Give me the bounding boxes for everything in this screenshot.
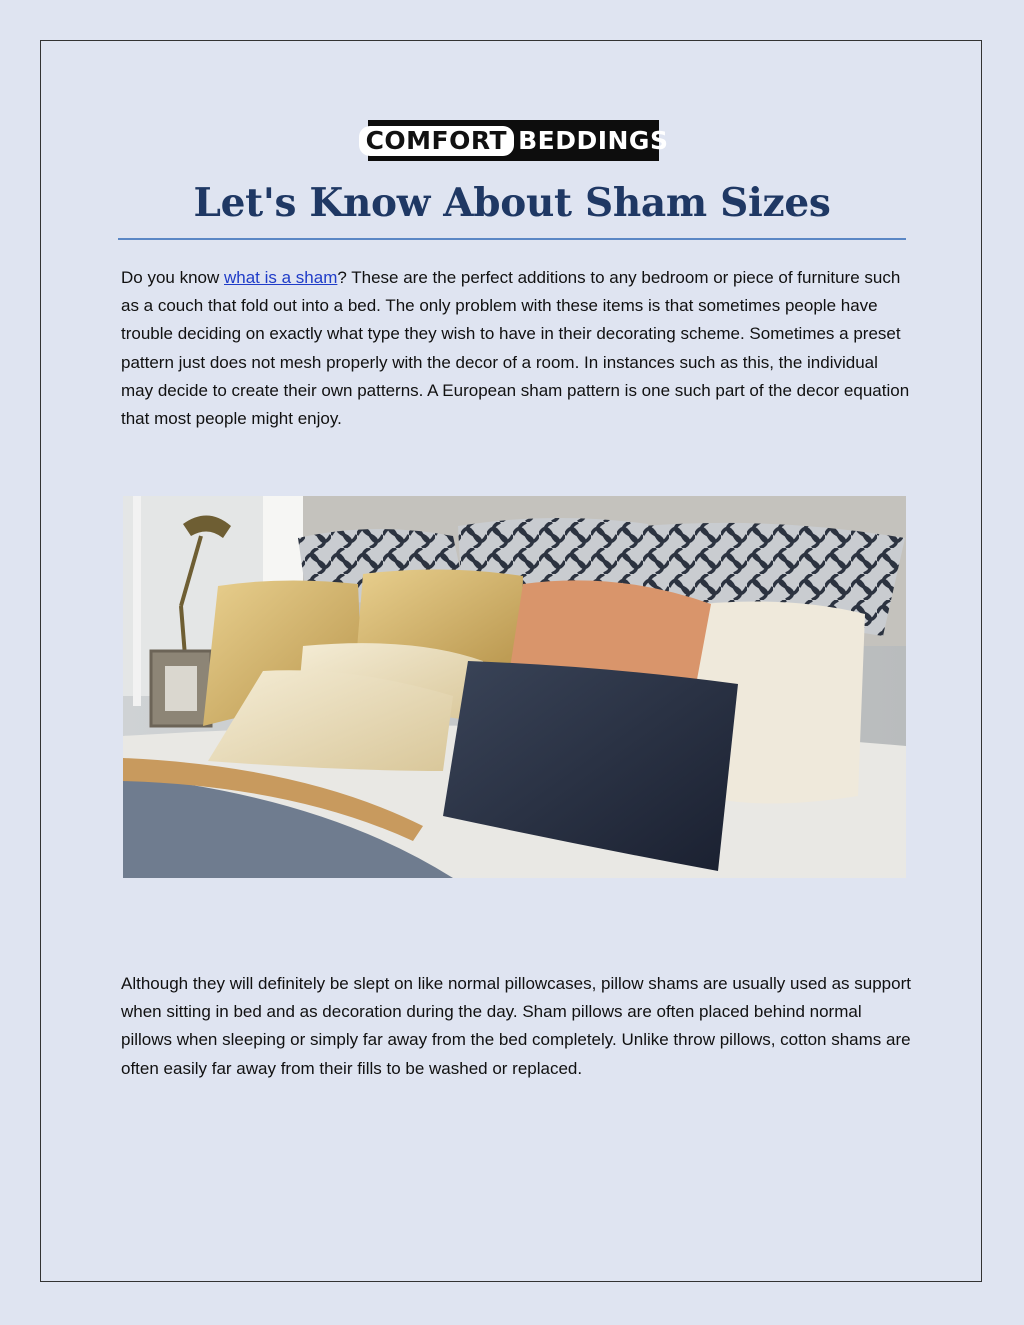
title-underline xyxy=(118,238,906,240)
intro-text-rest: ? These are the perfect additions to any bedroom or piece of furniture such as a couch that fold out into a bed. The only problem with these items is that sometimes people have trouble deciding on exactly what type they wish to have in their decorating scheme. Sometimes a preset pattern just does not mesh properly with the decor of a room. In instances such as this, the individual may decide to create their own patterns. A European sham pattern is one such part of the decor equation that most people might enjoy. xyxy=(121,268,910,429)
body-paragraph: Although they will definitely be slept on like normal pillowcases, pillow shams are usually used as support when sitting in bed and as decoration during the day. Sham pillows are often placed behind normal pillows when sleeping or simply far away from the bed completely. Unlike throw pillows, cotton shams are often easily far away from their fills to be washed or replaced. xyxy=(121,974,911,1078)
logo-word-comfort: COMFORT xyxy=(359,126,515,156)
intro-text-start: Do you know xyxy=(121,268,224,287)
page-title: Let's Know About Sham Sizes xyxy=(193,180,831,226)
pillows-on-bed-photo xyxy=(123,496,906,878)
what-is-a-sham-link[interactable]: what is a sham xyxy=(224,268,338,287)
intro-paragraph xyxy=(121,264,911,433)
logo-word-beddings: BEDDINGS xyxy=(518,126,669,155)
comfort-beddings-logo xyxy=(365,120,669,161)
